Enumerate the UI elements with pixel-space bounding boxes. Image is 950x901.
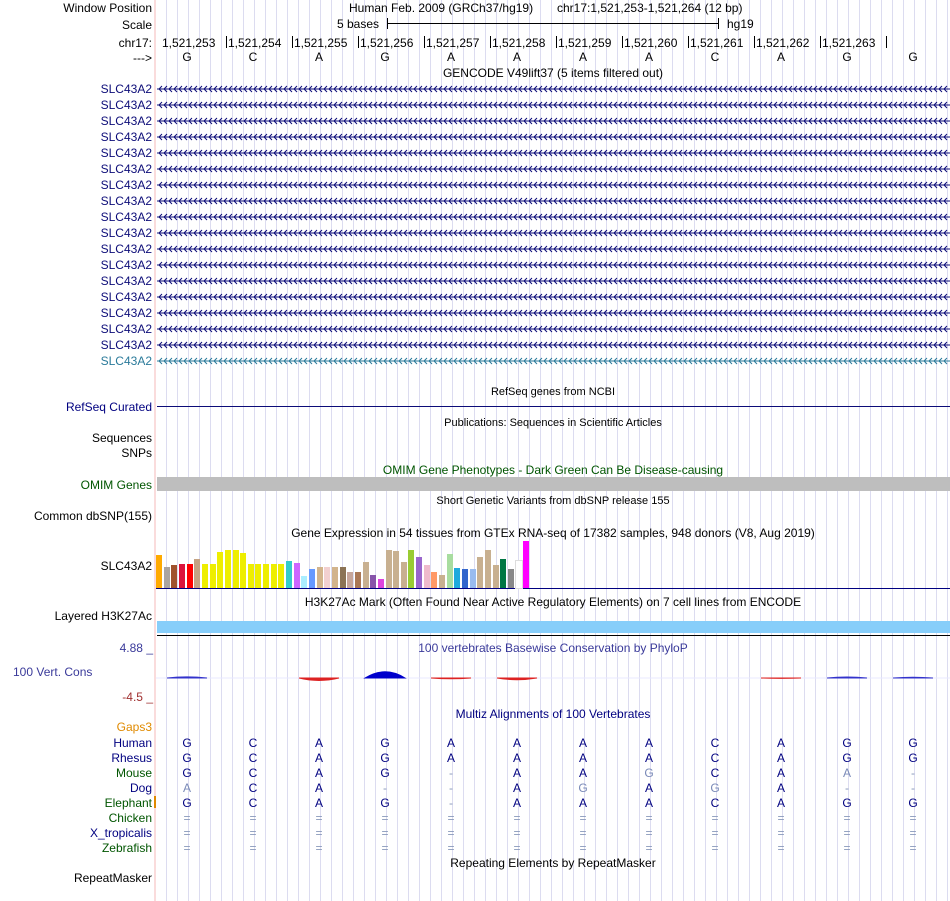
alignment-base: A xyxy=(512,796,521,810)
alignment-base: - xyxy=(911,781,915,795)
alignment-base: = xyxy=(315,826,323,840)
phylop-score-mark xyxy=(497,678,537,680)
gtex-tissue-bar[interactable] xyxy=(424,565,430,588)
alignment-base: C xyxy=(248,766,258,780)
species-label-chicken[interactable]: Chicken xyxy=(108,811,152,825)
alignment-base: = xyxy=(249,811,257,825)
alignment-base: = xyxy=(909,826,917,840)
alignment-base: A xyxy=(776,796,785,810)
gtex-tissue-bar[interactable] xyxy=(210,564,216,588)
alignment-base: - xyxy=(911,766,915,780)
publications-sequences-label[interactable]: Sequences xyxy=(91,431,152,445)
gencode-transcript-line[interactable] xyxy=(157,165,950,173)
multiz-track-title: Multiz Alignments of 100 Vertebrates xyxy=(455,707,651,721)
gencode-transcript-line[interactable] xyxy=(157,85,950,93)
ruler-base: A xyxy=(578,50,587,64)
position-text: chr17:1,521,253-1,521,264 (12 bp) xyxy=(557,1,743,15)
ruler-tick xyxy=(556,36,557,48)
alignment-base: A xyxy=(842,766,851,780)
gtex-tissue-bar[interactable] xyxy=(516,561,522,588)
ruler-tick xyxy=(292,36,293,48)
gencode-transcript-label[interactable]: SLC43A2 xyxy=(100,306,152,320)
gencode-transcript-label[interactable]: SLC43A2 xyxy=(100,274,152,288)
ruler-base: C xyxy=(710,50,720,64)
gtex-tissue-bar[interactable] xyxy=(255,564,261,588)
ruler-coordinate: 1,521,254 xyxy=(228,36,282,50)
phylop-graph[interactable] xyxy=(156,648,950,706)
gtex-tissue-bar[interactable] xyxy=(179,564,185,588)
phylop-score-mark xyxy=(893,677,933,678)
ruler-coordinate: 1,521,258 xyxy=(492,36,546,50)
alignment-base: C xyxy=(248,751,258,765)
gtex-tissue-bar[interactable] xyxy=(477,557,483,588)
gtex-tissue-bar[interactable] xyxy=(378,579,384,588)
ruler-tick xyxy=(622,36,623,48)
db-text: hg19 xyxy=(727,17,754,31)
alignment-base: G xyxy=(380,796,390,810)
alignment-base: = xyxy=(711,811,719,825)
alignment-base: A xyxy=(314,796,323,810)
alignment-base: = xyxy=(447,826,455,840)
alignment-base: = xyxy=(909,841,917,855)
ruler-tick xyxy=(490,36,491,48)
alignment-base: A xyxy=(644,781,653,795)
ruler-base: G xyxy=(380,50,390,64)
alignment-base: C xyxy=(248,736,258,750)
gtex-tissue-bar[interactable] xyxy=(431,572,437,588)
alignment-base: G xyxy=(842,796,852,810)
phylop-score-mark xyxy=(299,678,339,680)
alignment-base: = xyxy=(183,811,191,825)
alignment-base: A xyxy=(182,781,191,795)
gencode-transcript-line[interactable] xyxy=(157,325,950,333)
species-label-x_tropicalis[interactable]: X_tropicalis xyxy=(89,826,152,840)
alignment-base: - xyxy=(449,781,453,795)
alignment-base: G xyxy=(380,751,390,765)
repeatmasker-label[interactable]: RepeatMasker xyxy=(73,871,152,885)
alignment-base: G xyxy=(908,751,918,765)
gtex-tissue-bar[interactable] xyxy=(416,557,422,588)
alignment-base: C xyxy=(710,796,720,810)
alignment-base: A xyxy=(314,751,323,765)
alignment-base: = xyxy=(249,826,257,840)
alignment-base: A xyxy=(314,736,323,750)
omim-label[interactable]: OMIM Genes xyxy=(80,478,152,492)
omim-track-title: OMIM Gene Phenotypes - Dark Green Can Be Disease-causing xyxy=(382,463,724,477)
gencode-transcript-line[interactable] xyxy=(157,133,950,141)
alignment-base: A xyxy=(776,751,785,765)
alignment-base: A xyxy=(578,796,587,810)
gencode-transcript-label[interactable]: SLC43A2 xyxy=(100,178,152,192)
alignment-base: G xyxy=(380,766,390,780)
ruler-tick xyxy=(820,36,821,48)
alignment-base: A xyxy=(644,796,653,810)
gencode-transcript-line[interactable] xyxy=(157,197,950,205)
alignment-base: = xyxy=(909,811,917,825)
gtex-tissue-bar[interactable] xyxy=(493,565,499,588)
omim-bar[interactable] xyxy=(157,477,950,491)
gtex-tissue-bar[interactable] xyxy=(500,559,506,588)
alignment-base: A xyxy=(446,736,455,750)
gtex-tissue-bar[interactable] xyxy=(294,563,300,588)
gencode-transcript-label[interactable]: SLC43A2 xyxy=(100,210,152,224)
strand-label: ---> xyxy=(133,51,152,65)
alignment-base: A xyxy=(776,766,785,780)
alignment-base: A xyxy=(512,751,521,765)
window-position-label: Window Position xyxy=(63,1,152,15)
alignment-base: = xyxy=(183,826,191,840)
gtex-tissue-bar[interactable] xyxy=(324,567,330,588)
gtex-tissue-bar[interactable] xyxy=(485,550,491,588)
ruler-coordinate: 1,521,256 xyxy=(360,36,414,50)
gtex-tissue-bar[interactable] xyxy=(171,565,177,588)
alignment-base: A xyxy=(644,736,653,750)
gencode-transcript-line[interactable] xyxy=(157,213,950,221)
phylop-score-mark xyxy=(365,672,405,678)
ruler-tick xyxy=(886,36,887,48)
gtex-tissue-bar[interactable] xyxy=(202,564,208,588)
alignment-base: = xyxy=(381,811,389,825)
ruler-coordinate: 1,521,259 xyxy=(558,36,612,50)
alignment-base: C xyxy=(248,781,258,795)
alignment-base: G xyxy=(644,766,654,780)
h3k27ac-signal[interactable] xyxy=(157,621,950,633)
species-label-zebrafish[interactable]: Zebrafish xyxy=(101,841,152,855)
alignment-base: = xyxy=(579,826,587,840)
gencode-transcript-line[interactable] xyxy=(157,117,950,125)
alignment-base: C xyxy=(710,766,720,780)
gtex-tissue-bar[interactable] xyxy=(271,564,277,588)
gtex-tissue-bar[interactable] xyxy=(332,567,338,588)
alignment-base: G xyxy=(908,796,918,810)
gencode-transcript-line[interactable] xyxy=(157,309,950,317)
chrom-label: chr17: xyxy=(118,36,152,50)
ruler-coordinate: 1,521,255 xyxy=(294,36,348,50)
ruler-coordinate: 1,521,262 xyxy=(756,36,810,50)
alignment-base: G xyxy=(710,781,720,795)
phylop-min-label: -4.5 _ xyxy=(122,690,153,704)
gencode-transcript-line[interactable] xyxy=(157,245,950,253)
gtex-tissue-bar[interactable] xyxy=(194,559,200,588)
gencode-transcript-line[interactable] xyxy=(157,277,950,285)
ruler-tick xyxy=(754,36,755,48)
alignment-base: = xyxy=(711,826,719,840)
ruler-base: G xyxy=(908,50,918,64)
gtex-tissue-bar[interactable] xyxy=(278,564,284,588)
gtex-tissue-bar[interactable] xyxy=(462,569,468,588)
repeatmasker-track-title: Repeating Elements by RepeatMasker xyxy=(450,856,656,870)
ruler-coordinate: 1,521,261 xyxy=(690,36,744,50)
alignment-base: = xyxy=(777,841,785,855)
gaps-label: Gaps3 xyxy=(116,720,152,734)
gtex-tissue-bar[interactable] xyxy=(217,552,223,588)
alignment-base: A xyxy=(512,781,521,795)
alignment-base: = xyxy=(843,826,851,840)
ruler-tick xyxy=(358,36,359,48)
alignment-base: = xyxy=(513,826,521,840)
gtex-tissue-bar[interactable] xyxy=(309,569,315,588)
refseq-track-title: RefSeq genes from NCBI xyxy=(490,386,616,398)
phylop-max-label: 4.88 _ xyxy=(119,641,153,655)
gencode-transcript-line[interactable] xyxy=(157,293,950,301)
gencode-transcript-label[interactable]: SLC43A2 xyxy=(100,130,152,144)
alignment-base: A xyxy=(578,736,587,750)
alignment-base: C xyxy=(248,796,258,810)
alignment-base: = xyxy=(777,826,785,840)
alignment-base: A xyxy=(512,736,521,750)
gtex-tissue-bar[interactable] xyxy=(225,550,231,588)
publications-snps-label[interactable]: SNPs xyxy=(121,446,152,460)
gtex-tissue-bar[interactable] xyxy=(286,561,292,588)
ruler-base: A xyxy=(446,50,455,64)
gencode-transcript-line[interactable] xyxy=(157,229,950,237)
scale-label: Scale xyxy=(121,18,152,32)
scale-bar xyxy=(387,16,719,30)
alignment-base: = xyxy=(645,841,653,855)
elephant-gap-marker xyxy=(154,796,156,808)
alignment-base: - xyxy=(449,796,453,810)
dbsnp-track-title: Short Genetic Variants from dbSNP release 155 xyxy=(436,495,670,507)
alignment-base: = xyxy=(645,811,653,825)
alignment-base: = xyxy=(513,841,521,855)
assembly-title: Human Feb. 2009 (GRCh37/hg19) xyxy=(349,1,534,15)
alignment-base: A xyxy=(314,766,323,780)
alignment-base: G xyxy=(182,751,192,765)
alignment-base: = xyxy=(249,841,257,855)
gtex-label[interactable]: SLC43A2 xyxy=(100,559,152,573)
gencode-transcript-line[interactable] xyxy=(157,261,950,269)
gtex-tissue-bar[interactable] xyxy=(301,576,307,588)
alignment-base: - xyxy=(845,781,849,795)
gencode-transcript-label[interactable]: SLC43A2 xyxy=(100,258,152,272)
alignment-base: = xyxy=(315,811,323,825)
alignment-base: A xyxy=(776,781,785,795)
gtex-tissue-bar[interactable] xyxy=(401,562,407,588)
alignment-base: G xyxy=(842,736,852,750)
gtex-tissue-bar[interactable] xyxy=(240,553,246,588)
gtex-tissue-bar[interactable] xyxy=(470,569,476,588)
ruler-base: C xyxy=(248,50,258,64)
gencode-transcript-line[interactable] xyxy=(157,181,950,189)
phylop-score-mark xyxy=(827,677,867,678)
ruler-coordinate: 1,521,257 xyxy=(426,36,480,50)
h3k27ac-label[interactable]: Layered H3K27Ac xyxy=(54,609,152,623)
gencode-transcript-label[interactable]: SLC43A2 xyxy=(100,82,152,96)
alignment-base: G xyxy=(842,751,852,765)
gencode-transcript-line[interactable] xyxy=(157,341,950,349)
gencode-transcript-label[interactable]: SLC43A2 xyxy=(100,242,152,256)
gtex-tissue-bar[interactable] xyxy=(508,569,514,588)
ruler-base: A xyxy=(512,50,521,64)
ruler-coordinate: 1,521,263 xyxy=(822,36,876,50)
alignment-base: A xyxy=(578,766,587,780)
gtex-tissue-bar[interactable] xyxy=(447,554,453,588)
alignment-base: A xyxy=(314,781,323,795)
ruler-tick xyxy=(226,36,227,48)
refseq-gene-line[interactable] xyxy=(157,406,950,407)
gencode-transcript-label[interactable]: SLC43A2 xyxy=(100,354,152,368)
alignment-base: G xyxy=(578,781,588,795)
gtex-tissue-bar[interactable] xyxy=(393,551,399,588)
alignment-base: = xyxy=(381,841,389,855)
alignment-base: C xyxy=(710,751,720,765)
ruler-base: G xyxy=(842,50,852,64)
alignment-base: A xyxy=(512,766,521,780)
gtex-tissue-bar[interactable] xyxy=(347,572,353,588)
alignment-base: G xyxy=(182,796,192,810)
gtex-track-title: Gene Expression in 54 tissues from GTEx RNA-seq of 17382 samples, 948 donors (V8, Aug 2019) xyxy=(291,526,815,540)
alignment-base: = xyxy=(315,841,323,855)
gtex-tissue-bar[interactable] xyxy=(386,550,392,588)
alignment-base: A xyxy=(644,751,653,765)
gencode-transcript-label[interactable]: SLC43A2 xyxy=(100,98,152,112)
alignment-base: A xyxy=(446,751,455,765)
phylop-label[interactable]: 100 Vert. Cons xyxy=(13,665,93,679)
alignment-base: = xyxy=(777,811,785,825)
alignment-base: G xyxy=(182,736,192,750)
phylop-score-mark xyxy=(167,677,207,678)
alignment-base: A xyxy=(578,751,587,765)
ruler-base: A xyxy=(644,50,653,64)
gencode-transcript-label[interactable]: SLC43A2 xyxy=(100,322,152,336)
species-label-dog[interactable]: Dog xyxy=(129,781,152,795)
alignment-base: = xyxy=(183,841,191,855)
alignment-base: = xyxy=(843,811,851,825)
phylop-score-mark xyxy=(431,678,471,679)
gencode-transcript-label[interactable]: SLC43A2 xyxy=(100,226,152,240)
refseq-label[interactable]: RefSeq Curated xyxy=(65,400,152,414)
alignment-base: = xyxy=(711,841,719,855)
gtex-tissue-bar[interactable] xyxy=(317,567,323,588)
ruler-coordinate: 1,521,253 xyxy=(162,36,216,50)
h3k27ac-track-title: H3K27Ac Mark (Often Found Near Active Regulatory Elements) on 7 cell lines from ENCODE xyxy=(304,595,802,609)
gencode-transcript-line[interactable] xyxy=(157,149,950,157)
gencode-transcript-label[interactable]: SLC43A2 xyxy=(100,146,152,160)
species-label-human[interactable]: Human xyxy=(113,736,152,750)
gtex-tissue-bar[interactable] xyxy=(408,550,414,588)
gencode-transcript-label[interactable]: SLC43A2 xyxy=(100,162,152,176)
ruler-coordinate: 1,521,260 xyxy=(624,36,678,50)
gtex-tissue-bar[interactable] xyxy=(355,572,361,588)
gtex-baseline xyxy=(156,588,950,589)
ruler-tick xyxy=(424,36,425,48)
gtex-tissue-bar[interactable] xyxy=(156,555,162,588)
alignment-base: = xyxy=(843,841,851,855)
gencode-transcript-label[interactable]: SLC43A2 xyxy=(100,114,152,128)
gtex-tissue-bar[interactable] xyxy=(248,564,254,588)
publications-track-title: Publications: Sequences in Scientific Articles xyxy=(444,417,662,429)
alignment-base: = xyxy=(381,826,389,840)
alignment-base: G xyxy=(908,736,918,750)
alignment-base: = xyxy=(447,811,455,825)
alignment-base: A xyxy=(776,736,785,750)
alignment-base: = xyxy=(447,841,455,855)
alignment-base: G xyxy=(380,736,390,750)
gencode-track-title: GENCODE V49lift37 (5 items filtered out) xyxy=(442,66,664,80)
gencode-transcript-label[interactable]: SLC43A2 xyxy=(100,194,152,208)
gtex-tissue-bar[interactable] xyxy=(164,567,170,588)
gtex-tissue-bar[interactable] xyxy=(187,564,193,588)
gtex-tissue-bar[interactable] xyxy=(263,564,269,588)
alignment-base: G xyxy=(182,766,192,780)
gtex-tissue-bar[interactable] xyxy=(370,575,376,588)
dbsnp-label[interactable]: Common dbSNP(155) xyxy=(33,509,152,523)
ruler-tick xyxy=(688,36,689,48)
gencode-transcript-line[interactable] xyxy=(157,101,950,109)
gtex-tissue-bar[interactable] xyxy=(233,550,239,588)
gtex-tissue-bar[interactable] xyxy=(523,541,529,588)
gencode-transcript-label[interactable]: SLC43A2 xyxy=(100,338,152,352)
scale-text: 5 bases xyxy=(337,17,380,31)
alignment-base: - xyxy=(383,781,387,795)
phylop-track-title: 100 vertebrates Basewise Conservation by PhyloP xyxy=(418,641,688,655)
gencode-transcript-line[interactable] xyxy=(157,357,950,365)
alignment-base: = xyxy=(579,811,587,825)
species-label-mouse[interactable]: Mouse xyxy=(115,766,152,780)
gtex-tissue-bar[interactable] xyxy=(454,568,460,588)
gencode-transcript-label[interactable]: SLC43A2 xyxy=(100,290,152,304)
gtex-tissue-bar[interactable] xyxy=(439,575,445,588)
alignment-base: - xyxy=(449,766,453,780)
ruler-base: A xyxy=(776,50,785,64)
alignment-base: = xyxy=(645,826,653,840)
species-label-rhesus[interactable]: Rhesus xyxy=(111,751,152,765)
gtex-tissue-bar[interactable] xyxy=(340,567,346,588)
alignment-base: = xyxy=(513,811,521,825)
gtex-bar-chart[interactable] xyxy=(156,541,950,590)
h3k27ac-divider xyxy=(157,635,950,636)
ruler-base: A xyxy=(314,50,323,64)
ruler-base: G xyxy=(182,50,192,64)
alignment-base: = xyxy=(579,841,587,855)
alignment-base: C xyxy=(710,736,720,750)
species-label-elephant[interactable]: Elephant xyxy=(104,796,152,810)
gtex-tissue-bar[interactable] xyxy=(363,562,369,588)
